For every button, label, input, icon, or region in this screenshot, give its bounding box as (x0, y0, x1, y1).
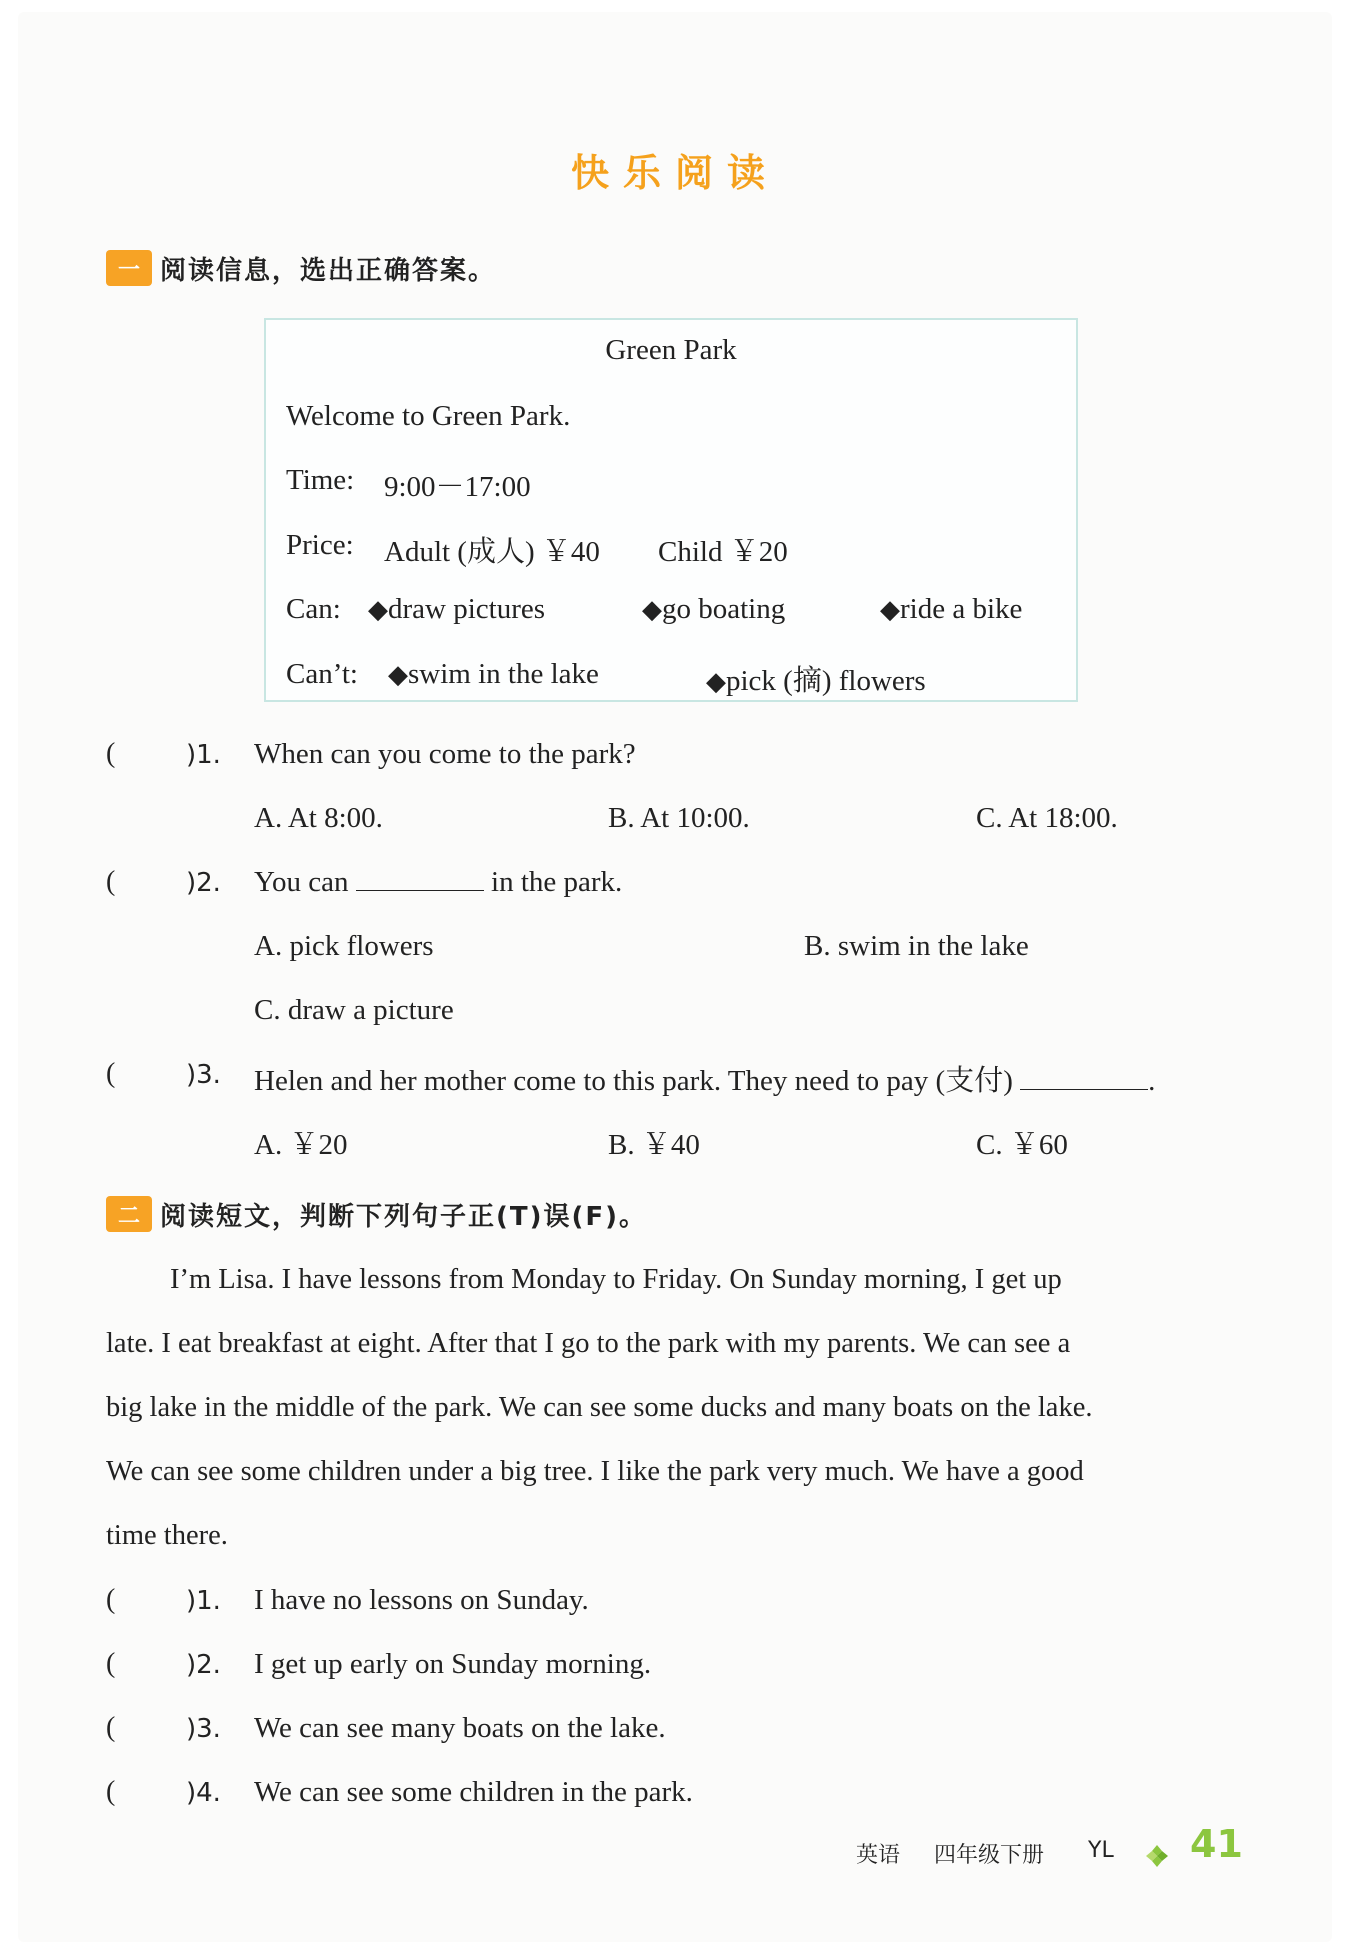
answer-paren[interactable]: ( (106, 1776, 116, 1807)
black-diamond-icon: ◆ (368, 595, 388, 625)
statement-3-text: We can see many boats on the lake. (254, 1712, 666, 1744)
time-label: Time: (286, 464, 355, 496)
cant-item-2: ◆pick (摘) flowers (706, 665, 926, 697)
q1-option-a: A. At 8:00. (254, 802, 383, 834)
statement-2-text: I get up early on Sunday morning. (254, 1648, 652, 1680)
statement-number: )4. (186, 1778, 221, 1808)
fill-in-blank[interactable] (356, 866, 484, 891)
fill-in-blank[interactable] (1020, 1065, 1148, 1090)
black-diamond-icon: ◆ (388, 660, 408, 690)
section2-instruction: 阅读短文，判断下列句子正(T)误(F)。 (160, 1201, 648, 1232)
q3-end: . (1148, 1065, 1156, 1097)
q2-text-after: in the park. (491, 866, 623, 898)
q1-option-c: C. At 18:00. (976, 802, 1118, 834)
black-diamond-icon: ◆ (642, 595, 662, 625)
answer-paren[interactable]: ( (106, 1584, 116, 1615)
passage-line-3: big lake in the middle of the park. We can see some ducks and many boats on the lake. (106, 1392, 1093, 1423)
answer-paren[interactable]: ( (106, 738, 116, 769)
time-value: 9:00－17:00 (384, 471, 531, 503)
can-item-3: ◆ride a bike (880, 593, 1023, 625)
notice-welcome: Welcome to Green Park. (286, 400, 571, 432)
q3-option-a: A. ￥20 (254, 1129, 348, 1161)
q2-option-a: A. pick flowers (254, 930, 434, 962)
q3-option-b: B. ￥40 (608, 1129, 700, 1161)
question-3-text (254, 1058, 1155, 1099)
statement-number: )3. (186, 1714, 221, 1744)
statement-4-text: We can see some children in the park. (254, 1776, 693, 1808)
cant-item-1: ◆swim in the lake (388, 658, 599, 690)
footer-subject: 英语 (856, 1843, 901, 1868)
q3-option-c: C. ￥60 (976, 1129, 1068, 1161)
q2-text-before: You can (254, 866, 349, 898)
question-number: )2. (186, 868, 221, 898)
answer-paren[interactable]: ( (106, 1648, 116, 1679)
can-label: Can: (286, 593, 341, 625)
question-1-text: When can you come to the park? (254, 738, 636, 770)
statement-number: )1. (186, 1586, 221, 1616)
footer-edition: YL (1088, 1838, 1114, 1863)
black-diamond-icon: ◆ (880, 595, 900, 625)
price-child: Child ￥20 (658, 536, 788, 568)
price-label: Price: (286, 529, 354, 561)
can-item-1: ◆draw pictures (368, 593, 546, 625)
answer-paren[interactable]: ( (106, 866, 116, 897)
question-number: )1. (186, 740, 221, 770)
section2-header (106, 1194, 647, 1234)
section2-number-badge: 二 (106, 1196, 152, 1232)
cant-label: Can’t: (286, 658, 358, 690)
q3-text: Helen and her mother come to this park. They need to pay (支付) (254, 1065, 1013, 1097)
leaf-icon (1144, 1843, 1170, 1869)
answer-paren[interactable]: ( (106, 1058, 116, 1089)
passage-line-1: I’m Lisa. I have lessons from Monday to Friday. On Sunday morning, I get up (170, 1264, 1062, 1295)
passage-line-5: time there. (106, 1520, 228, 1551)
question-number: )3. (186, 1060, 221, 1090)
passage-line-2: late. I eat breakfast at eight. After that I go to the park with my parents. We can see a (106, 1328, 1071, 1359)
section1-number-badge: 一 (106, 250, 152, 286)
answer-paren[interactable]: ( (106, 1712, 116, 1743)
q2-option-b: B. swim in the lake (804, 930, 1029, 962)
page-number: 41 (1190, 1822, 1243, 1866)
passage-line-4: We can see some children under a big tree. I like the park very much. We have a good (106, 1456, 1084, 1487)
price-adult: Adult (成人) ￥40 (384, 536, 600, 568)
section1-header (106, 248, 496, 288)
statement-number: )2. (186, 1650, 221, 1680)
question-2-text (254, 866, 622, 899)
q2-option-c: C. draw a picture (254, 994, 454, 1026)
q1-option-b: B. At 10:00. (608, 802, 750, 834)
statement-1-text: I have no lessons on Sunday. (254, 1584, 589, 1616)
section1-instruction: 阅读信息，选出正确答案。 (160, 255, 497, 286)
black-diamond-icon: ◆ (706, 667, 726, 697)
footer-grade: 四年级下册 (934, 1843, 1045, 1868)
park-notice (264, 318, 1078, 702)
can-item-2: ◆go boating (642, 593, 786, 625)
notice-title: Green Park (605, 334, 737, 366)
page-title: 快乐阅读 (570, 151, 779, 195)
